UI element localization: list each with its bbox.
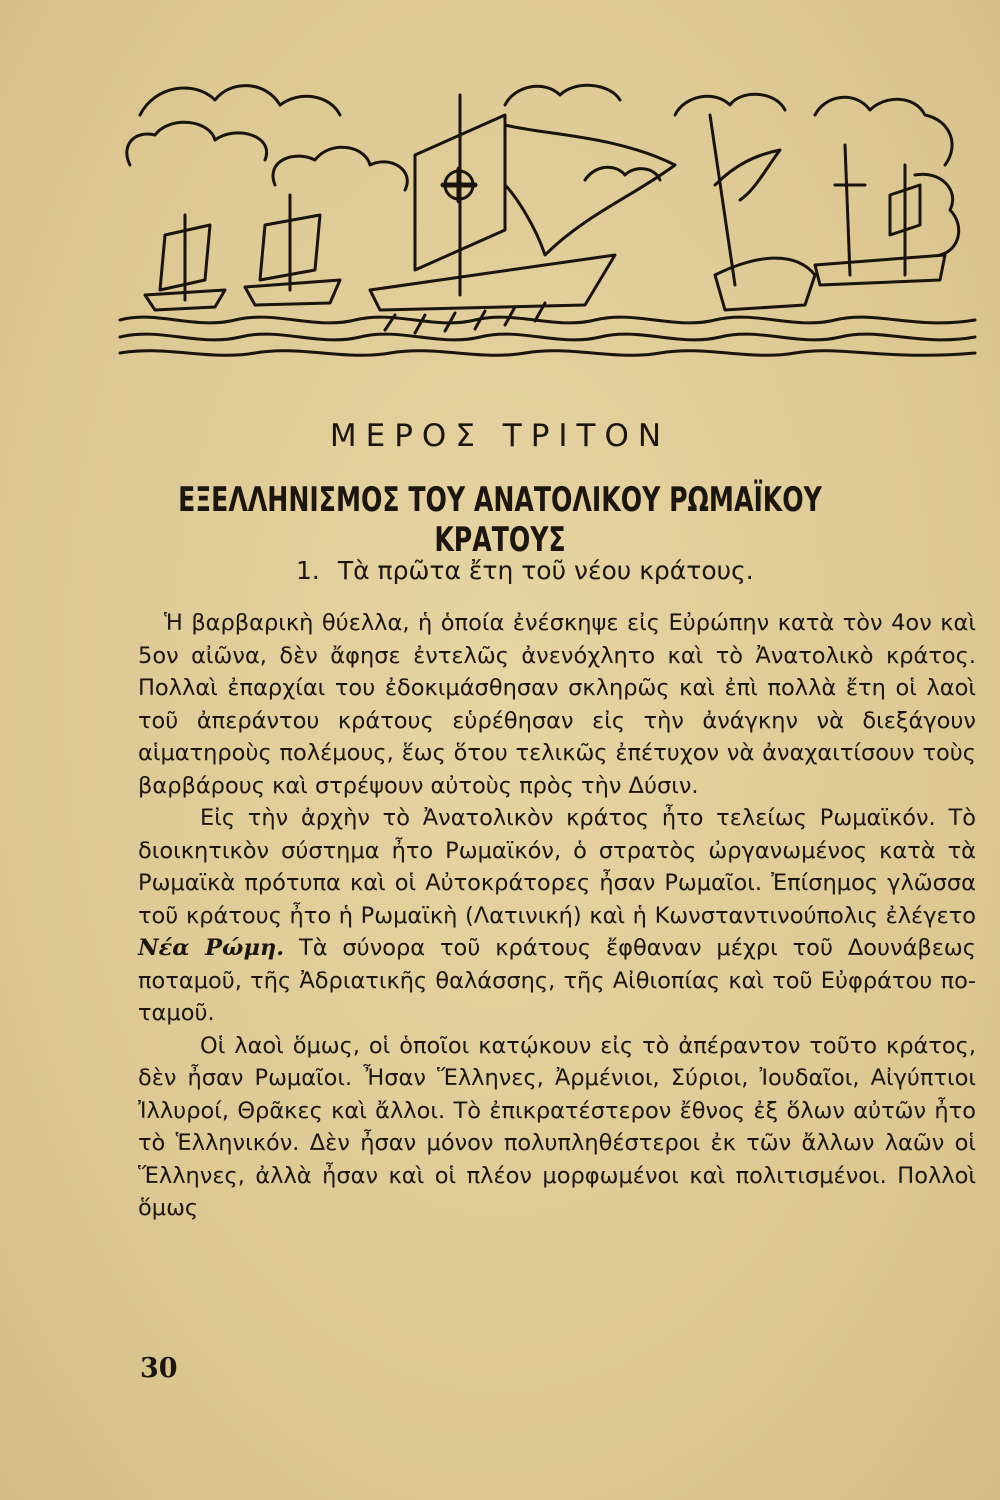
page-number: 30 bbox=[140, 1353, 178, 1384]
paragraph bbox=[138, 802, 976, 1030]
cloud-shape bbox=[815, 97, 952, 165]
cloud-shape bbox=[915, 174, 959, 255]
ships-at-sea-illustration bbox=[115, 75, 980, 365]
cloud-shape bbox=[140, 86, 340, 115]
paragraph: Οἱ λαοὶ ὅμως, οἱ ὁποῖοι κατῴκουν εἰς τὸ ἀπέραντον τοῦτο κράτος, δὲν ἦσαν Ρωμαῖοι. Ἦσαν Ἕλληνες, Ἀρμένιοι, Σύριοι, Ἰουδαῖοι, Αἰγύπτιοι Ἰλλυροί, Θρᾶκες καὶ ἄλλοι. Τὸ ἐπικρατέστερον ἔθνος ἐξ ὅλων αὐτῶν ἦτο τὸ Ἑλληνικόν. Δὲν ἦσαν μόνον πολυπληθέστεροι ἐκ τῶν ἄλλων λαῶν οἱ Ἕλληνες, ἀλλὰ ἦσαν καὶ οἱ πλέον μορφωμένοι καὶ πολιτισμένοι. Πολλοὶ ὅμως bbox=[138, 1032, 976, 1221]
emphasis-text: Νέα Ρώμη. bbox=[138, 935, 285, 961]
section-number: 1. bbox=[296, 556, 320, 585]
wave-line bbox=[120, 351, 975, 356]
cloud-shape bbox=[127, 122, 267, 165]
section-heading bbox=[296, 556, 754, 585]
wave-line bbox=[120, 317, 975, 323]
cloud-shape bbox=[675, 94, 785, 115]
cloud-shape bbox=[585, 167, 660, 180]
sail-shape bbox=[715, 150, 780, 200]
paragraph: Ἡ βαρβαρικὴ θύελλα, ἡ ὁποία ἐνέσκηψε εἰς Εὐρώπην κατὰ τὸν 4ον καὶ 5ον αἰῶνα, δὲν ἄφησε ἐντελῶς ἀνενόχλητο καὶ τὸ Ἀνατολικὸ κράτος. Πολλαὶ ἐπαρχίαι του ἐδοκιμάσθησαν σκληρῶς καὶ ἐπὶ πολλὰ ἔτη οἱ λαοὶ τοῦ ἀπεράντου κράτους εὑρέθησαν εἰς τὴν ἀνάγκην νὰ διεξάγουν αἱματηροὺς πολέμους, ἕως ὅτου τελικῶς ἐπέτυχον νὰ ἀναχαιτίσουν τοὺς βαρβάρους καὶ στρέψουν αὐτοὺς πρὸς τὴν Δύσιν. bbox=[138, 610, 976, 799]
body-text bbox=[138, 607, 976, 1225]
wave-line bbox=[120, 334, 975, 340]
paragraph-text: Εἰς τὴν ἀρχὴν τὸ Ἀνατολικὸν κράτος ἦτο τελείως Ρωμαϊκόν. Τὸ διοικητικὸν σύστημα ἦτο Ρωμαϊκόν, ὁ στρατὸς ὠργανωμένος κατὰ τὰ Ρωμαϊκὰ πρότυπα καὶ οἱ Αὐτοκράτορες ἦσαν Ρωμαῖοι. Ἐπίσημος γλῶσσα τοῦ κράτους ἦτο ἡ Ρωμαϊκὴ (Λατινική) καὶ ἡ Κωνσταντινούπολις ἐλέγετο bbox=[138, 805, 976, 929]
chapter-title: ΕΞΕΛΛΗΝΙΣΜΟΣ ΤΟΥ ΑΝΑΤΟΛΙΚΟΥ ΡΩΜΑΪΚΟΥ ΚΡΑΤΟΥΣ bbox=[178, 480, 822, 560]
cloud-shape bbox=[273, 147, 407, 190]
part-title: ΜΕΡΟΣ ΤΡΙΤΟΝ bbox=[329, 418, 671, 454]
cloud-shape bbox=[505, 85, 620, 105]
section-title: Τὰ πρῶτα ἔτη τοῦ νέου κράτους. bbox=[337, 556, 754, 585]
billowing-sail-shape bbox=[505, 125, 675, 255]
paragraph-text: Τὰ σύνορα τοῦ κράτους ἔφθαναν μέχρι τοῦ Δουνάβεως ποταμοῦ, τῆς Ἀδριατικῆς θαλάσσης, τῆς Αἰθιοπίας καὶ τοῦ Εὐφράτου ποταμοῦ. bbox=[138, 935, 976, 1026]
